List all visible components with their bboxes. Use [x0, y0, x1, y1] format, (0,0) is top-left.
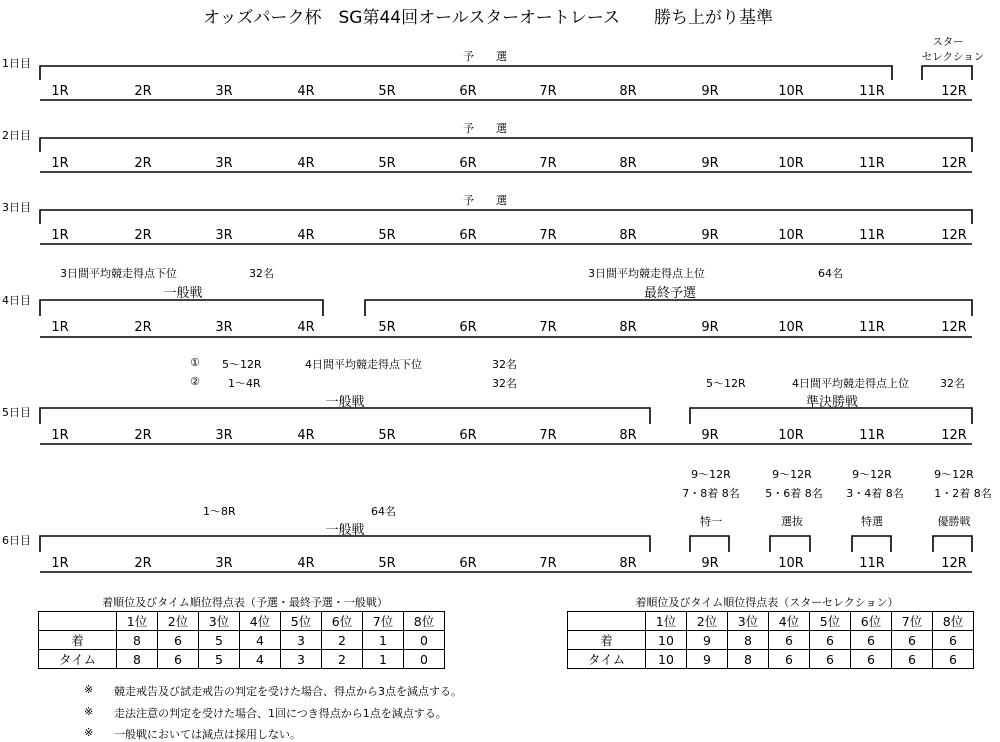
race-label-day1: 5R: [378, 84, 396, 99]
race-label-day3: 9R: [701, 228, 719, 243]
day6-final-name: 特一: [700, 515, 722, 528]
table-cell: 6: [158, 631, 199, 650]
table-cell: 9: [687, 631, 728, 650]
race-label-day5: 7R: [539, 428, 557, 443]
table-cell: 3: [281, 631, 322, 650]
race-label-day4: 8R: [619, 320, 637, 335]
race-label-day6: 9R: [701, 556, 719, 571]
day1-star-label-2: セレクション: [921, 51, 985, 63]
race-label-day6: 1R: [51, 556, 69, 571]
day6-final-name: 選抜: [781, 515, 803, 528]
race-label-day4: 3R: [215, 320, 233, 335]
table-cell: 8: [728, 631, 769, 650]
table-cell: 6: [810, 631, 851, 650]
race-label-day6: 7R: [539, 556, 557, 571]
table-cell: 6: [933, 650, 974, 669]
table-cell: 5: [199, 631, 240, 650]
table-cell: 6: [892, 650, 933, 669]
race-label-day5: 1R: [51, 428, 69, 443]
race-label-day3: 12R: [941, 228, 967, 243]
day6-label: 6日目: [2, 534, 31, 547]
day6-final-range: 9～12R: [772, 468, 812, 481]
race-label-day4: 1R: [51, 320, 69, 335]
note-text: 一般戦においては減点は採用しない。: [114, 728, 301, 741]
race-label-day1: 3R: [215, 84, 233, 99]
day3-yosen-label: 予 選: [463, 194, 507, 207]
race-label-day2: 11R: [859, 156, 885, 171]
table-cell: 0: [404, 631, 445, 650]
day6-final-name: 優勝戦: [937, 515, 971, 528]
table-cell: 6: [158, 650, 199, 669]
race-label-day1: 4R: [297, 84, 315, 99]
day5-group-right: 準決勝戦: [805, 395, 859, 410]
table-cell: 8: [728, 650, 769, 669]
table-cell: 4: [240, 650, 281, 669]
race-label-day2: 2R: [134, 156, 152, 171]
table-cell: 5: [199, 650, 240, 669]
table-right-caption: 着順位及びタイム順位得点表（スターセレクション）: [635, 596, 899, 609]
day6-final-rank: 5・6着 8名: [765, 487, 823, 500]
race-label-day5: 2R: [134, 428, 152, 443]
race-label-day1: 2R: [134, 84, 152, 99]
table-header-cell: 5位: [281, 612, 322, 631]
race-label-day1: 7R: [539, 84, 557, 99]
table-header-cell: 3位: [199, 612, 240, 631]
table-cell: 6: [851, 650, 892, 669]
table-header-cell: 4位: [769, 612, 810, 631]
day4-count-left: 32名: [249, 267, 274, 280]
race-label-day4: 9R: [701, 320, 719, 335]
table-cell: 8: [117, 650, 158, 669]
table-cell: 10: [646, 631, 687, 650]
race-label-day2: 4R: [297, 156, 315, 171]
table-row: [568, 650, 974, 669]
race-label-day5: 11R: [859, 428, 885, 443]
table-row-label: 着: [568, 631, 646, 650]
race-label-day4: 4R: [297, 320, 315, 335]
day5-rule1-count: 32名: [492, 358, 517, 371]
day2-yosen-label: 予 選: [463, 122, 507, 135]
race-label-day3: 10R: [778, 228, 804, 243]
race-label-day3: 8R: [619, 228, 637, 243]
table-cell: 6: [851, 631, 892, 650]
race-label-day1: 8R: [619, 84, 637, 99]
table-cell: 0: [404, 650, 445, 669]
race-label-day6: 2R: [134, 556, 152, 571]
table-header-row: [568, 612, 974, 631]
race-label-day2: 12R: [941, 156, 967, 171]
race-label-day6: 11R: [859, 556, 885, 571]
table-header-cell: 1位: [117, 612, 158, 631]
day1-star-label-1: スター: [932, 36, 964, 48]
table-cell: 4: [240, 631, 281, 650]
race-label-day4: 6R: [459, 320, 477, 335]
day5-rule1-range: 5～12R: [222, 358, 262, 371]
table-left-caption: 着順位及びタイム順位得点表（予選・最終予選・一般戦）: [102, 596, 388, 609]
day5-right-count: 32名: [940, 377, 965, 390]
table-header-cell: 5位: [810, 612, 851, 631]
day6-final-rank: 3・4着 8名: [846, 487, 904, 500]
day1-label: 1日目: [2, 57, 31, 70]
race-label-day4: 7R: [539, 320, 557, 335]
table-header-row: [39, 612, 445, 631]
race-label-day5: 12R: [941, 428, 967, 443]
race-label-day2: 9R: [701, 156, 719, 171]
race-label-day1: 9R: [701, 84, 719, 99]
table-row-label: タイム: [568, 650, 646, 669]
table-cell: 6: [810, 650, 851, 669]
race-label-day2: 3R: [215, 156, 233, 171]
table-header-cell: 8位: [404, 612, 445, 631]
day5-rule2-mark: ②: [190, 375, 200, 388]
race-label-day3: 2R: [134, 228, 152, 243]
table-cell: 9: [687, 650, 728, 669]
race-label-day6: 10R: [778, 556, 804, 571]
race-label-day4: 5R: [378, 320, 396, 335]
day4-count-right: 64名: [818, 267, 843, 280]
table-row-label: タイム: [39, 650, 117, 669]
table-header-cell: 4位: [240, 612, 281, 631]
day1-yosen-label: 予 選: [463, 50, 507, 63]
day6-group-left: 一般戦: [325, 523, 365, 538]
note-text: 競走戒告及び試走戒告の判定を受けた場合、得点から3点を減点する。: [114, 685, 462, 698]
race-label-day6: 8R: [619, 556, 637, 571]
race-label-day3: 1R: [51, 228, 69, 243]
table-header-cell: 6位: [322, 612, 363, 631]
race-label-day4: 11R: [859, 320, 885, 335]
table-cell: 2: [322, 650, 363, 669]
day6-final-range: 9～12R: [934, 468, 974, 481]
note-text: 走法注意の判定を受けた場合、1回につき得点から1点を減点する。: [114, 707, 447, 720]
race-label-day4: 2R: [134, 320, 152, 335]
table-corner-cell: [39, 612, 117, 631]
table-header-cell: 8位: [933, 612, 974, 631]
table-cell: 2: [322, 631, 363, 650]
table-cell: 6: [769, 631, 810, 650]
race-label-day6: 5R: [378, 556, 396, 571]
day5-right-range: 5～12R: [706, 377, 746, 390]
table-row: [39, 631, 445, 650]
table-cell: 6: [892, 631, 933, 650]
table-header-cell: 7位: [892, 612, 933, 631]
race-label-day5: 6R: [459, 428, 477, 443]
table-cell: 6: [769, 650, 810, 669]
day6-final-range: 9～12R: [852, 468, 892, 481]
race-label-day5: 9R: [701, 428, 719, 443]
table-header-cell: 1位: [646, 612, 687, 631]
day5-rule2-count: 32名: [492, 377, 517, 390]
race-label-day6: 4R: [297, 556, 315, 571]
day5-rule1-text: 4日間平均競走得点下位: [305, 358, 422, 371]
race-label-day3: 4R: [297, 228, 315, 243]
day2-label: 2日目: [2, 129, 31, 142]
day4-note-right: 3日間平均競走得点上位: [588, 267, 705, 280]
day6-final-rank: 7・8着 8名: [682, 487, 740, 500]
race-label-day3: 3R: [215, 228, 233, 243]
day5-rule1-mark: ①: [190, 356, 200, 369]
day6-left-range: 1～8R: [203, 505, 236, 518]
race-label-day6: 3R: [215, 556, 233, 571]
table-row: [568, 631, 974, 650]
day5-label: 5日目: [2, 406, 31, 419]
race-label-day2: 6R: [459, 156, 477, 171]
note-mark: ※: [84, 726, 94, 739]
day4-group-right: 最終予選: [643, 286, 697, 301]
table-cell: 8: [117, 631, 158, 650]
table-row: [39, 650, 445, 669]
table-corner-cell: [568, 612, 646, 631]
table-cell: 1: [363, 650, 404, 669]
race-label-day2: 10R: [778, 156, 804, 171]
page-title: オッズパーク杯 SG第44回オールスターオートレース 勝ち上がり基準: [203, 8, 774, 28]
day6-final-range: 9～12R: [691, 468, 731, 481]
race-label-day3: 6R: [459, 228, 477, 243]
score-table-right: [567, 611, 974, 669]
table-header-cell: 3位: [728, 612, 769, 631]
table-cell: 1: [363, 631, 404, 650]
table-header-cell: 7位: [363, 612, 404, 631]
race-label-day1: 10R: [778, 84, 804, 99]
day5-group-left: 一般戦: [325, 395, 365, 410]
day5-rule2-range: 1～4R: [228, 377, 261, 390]
race-label-day1: 6R: [459, 84, 477, 99]
day6-final-rank: 1・2着 8名: [934, 487, 992, 500]
race-label-day6: 6R: [459, 556, 477, 571]
table-cell: 6: [933, 631, 974, 650]
day6-final-name: 特選: [861, 515, 883, 528]
note-mark: ※: [84, 705, 94, 718]
race-label-day2: 8R: [619, 156, 637, 171]
race-label-day2: 1R: [51, 156, 69, 171]
table-cell: 10: [646, 650, 687, 669]
table-cell: 3: [281, 650, 322, 669]
table-row-label: 着: [39, 631, 117, 650]
day4-label: 4日目: [2, 294, 31, 307]
race-label-day6: 12R: [941, 556, 967, 571]
race-label-day2: 5R: [378, 156, 396, 171]
race-label-day5: 5R: [378, 428, 396, 443]
race-label-day3: 11R: [859, 228, 885, 243]
table-header-cell: 6位: [851, 612, 892, 631]
day4-group-left: 一般戦: [163, 286, 203, 301]
score-table-left: [38, 611, 445, 669]
race-label-day4: 12R: [941, 320, 967, 335]
race-label-day5: 8R: [619, 428, 637, 443]
race-label-day1: 12R: [941, 84, 967, 99]
race-label-day1: 11R: [859, 84, 885, 99]
race-label-day3: 5R: [378, 228, 396, 243]
race-label-day3: 7R: [539, 228, 557, 243]
day3-label: 3日目: [2, 201, 31, 214]
race-label-day1: 1R: [51, 84, 69, 99]
day6-left-count: 64名: [371, 505, 396, 518]
table-header-cell: 2位: [158, 612, 199, 631]
note-mark: ※: [84, 683, 94, 696]
race-label-day5: 4R: [297, 428, 315, 443]
race-label-day2: 7R: [539, 156, 557, 171]
race-label-day5: 10R: [778, 428, 804, 443]
day4-note-left: 3日間平均競走得点下位: [60, 267, 177, 280]
day5-right-text: 4日間平均競走得点上位: [792, 377, 909, 390]
race-label-day5: 3R: [215, 428, 233, 443]
race-label-day4: 10R: [778, 320, 804, 335]
table-header-cell: 2位: [687, 612, 728, 631]
